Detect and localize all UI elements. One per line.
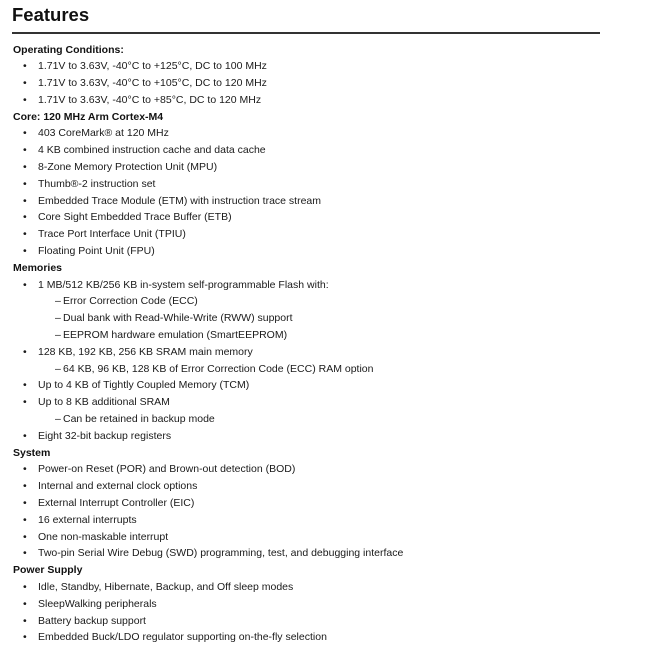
- bullet-icon: •: [23, 161, 27, 174]
- list-item: [0, 461, 650, 478]
- list-item: [0, 394, 650, 411]
- list-item: [0, 495, 650, 512]
- list-item-text: Trace Port Interface Unit (TPIU): [38, 228, 186, 241]
- list-item: [0, 629, 650, 646]
- bullet-icon: •: [23, 211, 27, 224]
- bullet-icon: •: [23, 245, 27, 258]
- section-heading: System: [13, 446, 51, 459]
- bullet-icon: •: [23, 177, 27, 190]
- list-item: [0, 344, 650, 361]
- list-item: [0, 478, 650, 495]
- bullet-icon: •: [23, 396, 27, 409]
- list-item-text: Power-on Reset (POR) and Brown-out detection (BOD): [38, 463, 296, 476]
- section-heading: Power Supply: [13, 564, 83, 577]
- list-item: [0, 377, 650, 394]
- bullet-icon: •: [23, 379, 27, 392]
- list-item: [0, 529, 650, 546]
- list-item-text: External Interrupt Controller (EIC): [38, 497, 195, 510]
- list-item: [0, 226, 650, 243]
- list-item-text: 1.71V to 3.63V, -40°C to +85°C, DC to 120 MHz: [38, 93, 262, 106]
- dash-icon: –: [55, 362, 61, 375]
- list-item-text: 8-Zone Memory Protection Unit (MPU): [38, 161, 218, 174]
- features-list: [0, 42, 650, 647]
- sub-list-item-text: Dual bank with Read-While-Write (RWW) support: [63, 312, 293, 325]
- list-item-text: 1.71V to 3.63V, -40°C to +125°C, DC to 100 MHz: [38, 60, 267, 73]
- list-item-text: 1.71V to 3.63V, -40°C to +105°C, DC to 120 MHz: [38, 77, 267, 90]
- section-heading: Core: 120 MHz Arm Cortex-M4: [13, 110, 164, 123]
- bullet-icon: •: [23, 345, 27, 358]
- list-item-text: Up to 8 KB additional SRAM: [38, 396, 170, 409]
- list-item-text: Up to 4 KB of Tightly Coupled Memory (TCM): [38, 379, 250, 392]
- list-item-text: 16 external interrupts: [38, 513, 137, 526]
- section-heading: Memories: [13, 261, 63, 274]
- list-item: [0, 125, 650, 142]
- list-item-text: Core Sight Embedded Trace Buffer (ETB): [38, 211, 232, 224]
- list-item-text: Two-pin Serial Wire Debug (SWD) programming, test, and debugging interface: [38, 547, 404, 560]
- list-item: [0, 243, 650, 260]
- list-item: [0, 92, 650, 109]
- dash-icon: –: [55, 413, 61, 426]
- bullet-icon: •: [23, 631, 27, 644]
- page-title: Features: [12, 4, 90, 25]
- list-item: [0, 209, 650, 226]
- sub-list-item: [0, 361, 650, 378]
- sub-list-item-text: Error Correction Code (ECC): [63, 295, 198, 308]
- list-item-text: Embedded Buck/LDO regulator supporting on-the-fly selection: [38, 631, 327, 644]
- list-item-text: Internal and external clock options: [38, 480, 198, 493]
- bullet-icon: •: [23, 60, 27, 73]
- sub-list-item: [0, 327, 650, 344]
- bullet-icon: •: [23, 547, 27, 560]
- list-item: [0, 277, 650, 294]
- bullet-icon: •: [23, 429, 27, 442]
- section-heading: Operating Conditions:: [13, 43, 124, 56]
- sub-list-item: [0, 310, 650, 327]
- dash-icon: –: [55, 295, 61, 308]
- title-divider: [12, 32, 600, 34]
- list-item-text: Idle, Standby, Hibernate, Backup, and Off sleep modes: [38, 581, 294, 593]
- list-item: [0, 596, 650, 613]
- bullet-icon: •: [23, 581, 27, 593]
- sub-list-item-text: 64 KB, 96 KB, 128 KB of Error Correction Code (ECC) RAM option: [63, 362, 374, 375]
- sub-list-item: [0, 293, 650, 310]
- bullet-icon: •: [23, 597, 27, 610]
- bullet-icon: •: [23, 144, 27, 157]
- sub-list-item: [0, 411, 650, 428]
- bullet-icon: •: [23, 93, 27, 106]
- list-item-text: Eight 32-bit backup registers: [38, 429, 172, 442]
- list-item: [0, 428, 650, 445]
- bullet-icon: •: [23, 530, 27, 543]
- sub-list-item-text: EEPROM hardware emulation (SmartEEPROM): [63, 329, 288, 342]
- list-item: [0, 545, 650, 562]
- list-item-text: SleepWalking peripherals: [38, 597, 157, 610]
- list-item-text: One non-maskable interrupt: [38, 530, 169, 543]
- bullet-icon: •: [23, 463, 27, 476]
- list-item: [0, 159, 650, 176]
- list-item-text: 1 MB/512 KB/256 KB in-system self-programmable Flash with:: [38, 278, 329, 291]
- list-item-text: 4 KB combined instruction cache and data cache: [38, 144, 266, 157]
- list-item-text: 403 CoreMark® at 120 MHz: [38, 127, 169, 140]
- dash-icon: –: [55, 312, 61, 325]
- bullet-icon: •: [23, 278, 27, 291]
- list-item: [0, 176, 650, 193]
- list-item: [0, 58, 650, 75]
- dash-icon: –: [55, 329, 61, 342]
- list-item-text: Battery backup support: [38, 614, 146, 627]
- list-item: [0, 579, 650, 596]
- list-item-text: Embedded Trace Module (ETM) with instruction trace stream: [38, 194, 322, 207]
- bullet-icon: •: [23, 194, 27, 207]
- list-item: [0, 193, 650, 210]
- list-item-text: Floating Point Unit (FPU): [38, 245, 155, 258]
- bullet-icon: •: [23, 513, 27, 526]
- bullet-icon: •: [23, 77, 27, 90]
- list-item: [0, 512, 650, 529]
- list-item: [0, 142, 650, 159]
- list-item-text: 128 KB, 192 KB, 256 KB SRAM main memory: [38, 345, 253, 358]
- list-item: [0, 75, 650, 92]
- list-item: [0, 613, 650, 630]
- bullet-icon: •: [23, 614, 27, 627]
- bullet-icon: •: [23, 127, 27, 140]
- bullet-icon: •: [23, 497, 27, 510]
- list-item-text: Thumb®-2 instruction set: [38, 177, 156, 190]
- bullet-icon: •: [23, 228, 27, 241]
- bullet-icon: •: [23, 480, 27, 493]
- sub-list-item-text: Can be retained in backup mode: [63, 413, 215, 426]
